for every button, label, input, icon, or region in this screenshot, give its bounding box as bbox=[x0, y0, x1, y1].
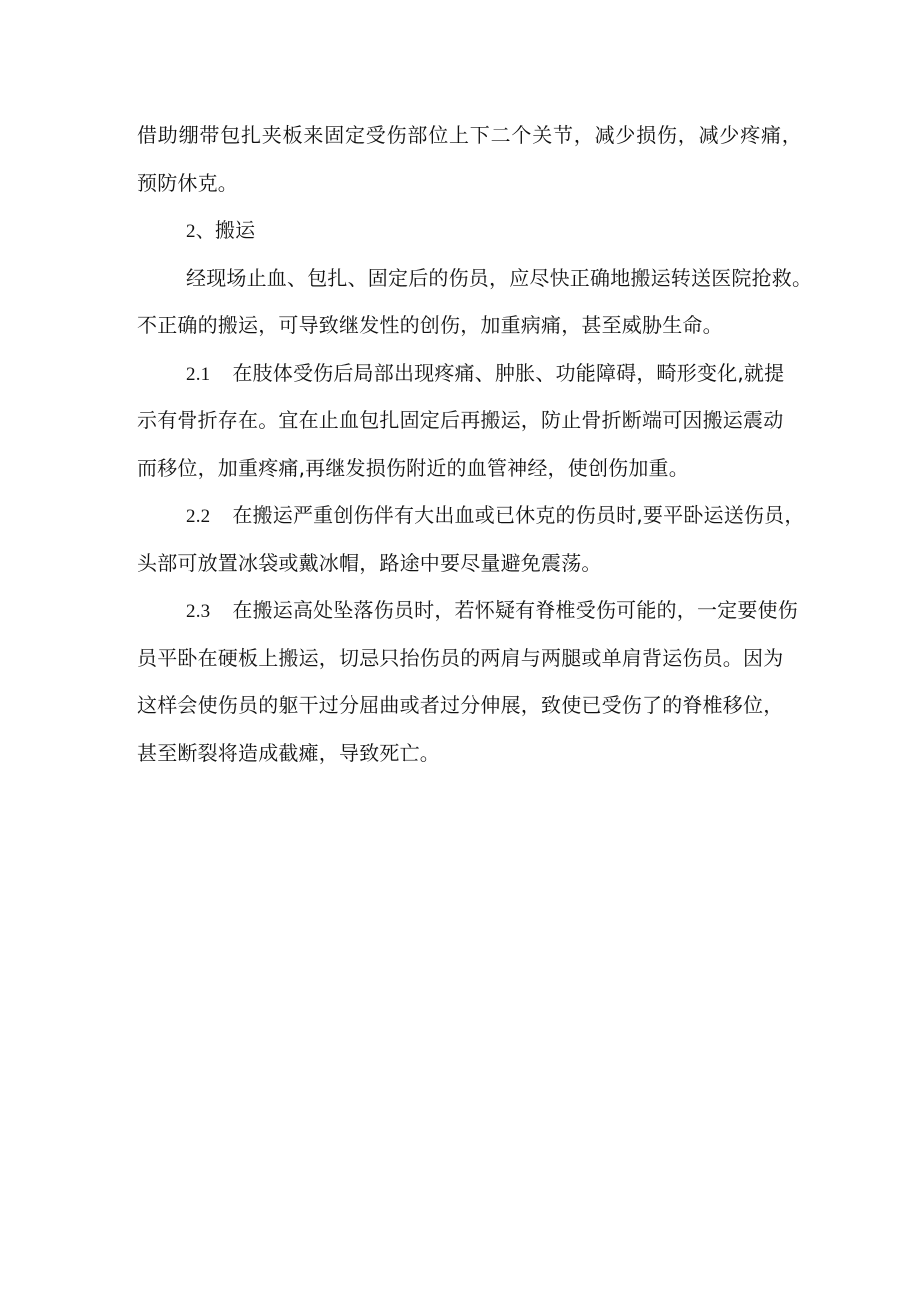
item-number: 2.3 bbox=[186, 601, 211, 622]
text-line: 预防休克。 bbox=[137, 170, 238, 195]
text-line bbox=[137, 492, 805, 540]
document-body bbox=[137, 112, 813, 777]
paragraph-fixation bbox=[137, 112, 802, 207]
item-2-3 bbox=[137, 587, 802, 777]
item-text: 在搬运严重创伤伴有大出血或已休克的伤员时,要平卧运送伤员， bbox=[232, 503, 805, 527]
item-text: 在肢体受伤后局部出现疼痛、肿胀、功能障碍，畸形变化,就提 bbox=[232, 360, 785, 385]
text-line: 而移位，加重疼痛,再继发损伤附近的血管神经，使创伤加重。 bbox=[137, 455, 689, 480]
text-line: 甚至断裂将造成截瘫，导致死亡。 bbox=[137, 740, 440, 765]
text-line: 借助绷带包扎夹板来固定受伤部位上下二个关节，减少损伤，减少疼痛， bbox=[137, 123, 802, 147]
item-2-2 bbox=[137, 492, 805, 587]
text-line: 头部可放置冰袋或戴冰帽，路途中要尽量避免震荡。 bbox=[137, 550, 602, 575]
text-line: 经现场止血、包扎、固定后的伤员，应尽快正确地搬运转送医院抢救。 bbox=[186, 265, 813, 290]
item-number: 2.1 bbox=[186, 363, 211, 385]
section-title: 搬运 bbox=[214, 218, 256, 242]
text-line bbox=[137, 587, 802, 635]
text-line bbox=[137, 350, 802, 398]
item-2-1 bbox=[137, 350, 802, 493]
text-line: 不正确的搬运，可导致继发性的创伤，加重病痛，甚至威胁生命。 bbox=[137, 313, 723, 337]
section-heading-transport bbox=[137, 207, 802, 255]
text-line: 示有骨折存在。宜在止血包扎固定后再搬运，防止骨折断端可因搬运震动 bbox=[137, 408, 784, 432]
text-line: 员平卧在硬板上搬运，切忌只抬伤员的两肩与两腿或单肩背运伤员。因为 bbox=[137, 645, 784, 670]
paragraph-transport-intro bbox=[137, 255, 813, 350]
item-text: 在搬运高处坠落伤员时，若怀疑有脊椎受伤可能的，一定要使伤 bbox=[232, 598, 798, 622]
section-number: 2、 bbox=[186, 221, 215, 242]
item-number: 2.2 bbox=[186, 506, 211, 527]
text-line: 这样会使伤员的躯干过分屈曲或者过分伸展，致使已受伤了的脊椎移位， bbox=[137, 693, 784, 717]
